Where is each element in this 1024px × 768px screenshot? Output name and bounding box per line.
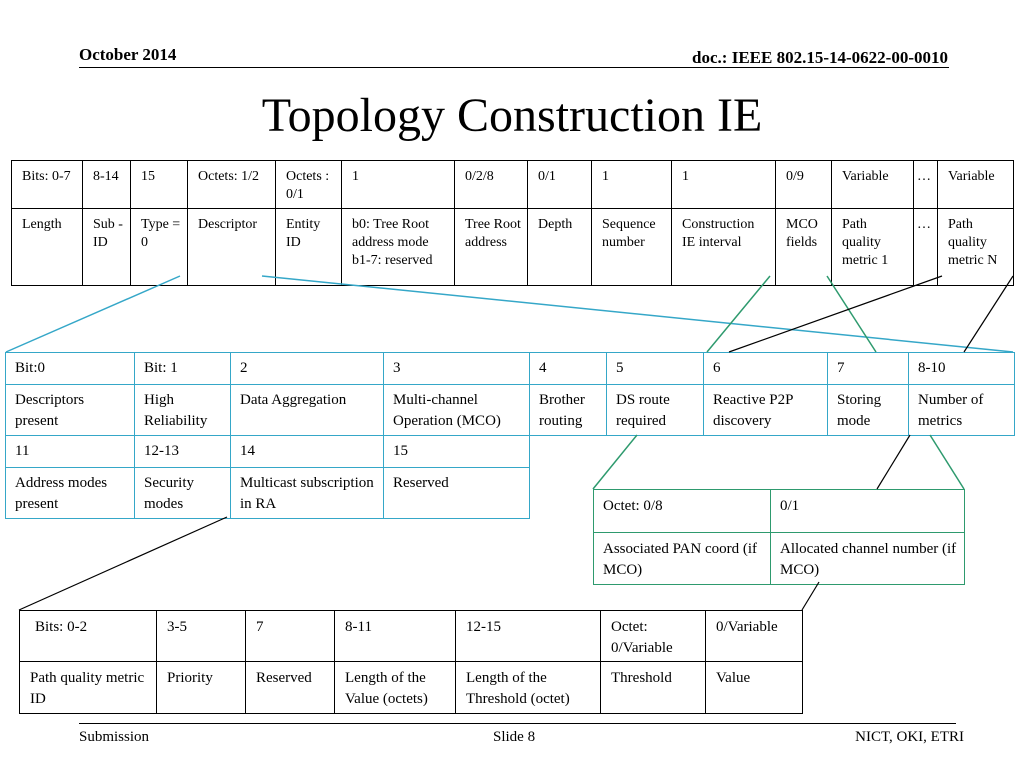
descriptor-bit-cell: 2 [231,353,384,385]
mco-connector-bottom-right [930,435,964,489]
main-size-cell: 15 [131,161,188,209]
main-size-cell: 8-14 [83,161,131,209]
mco-size-cell: Octet: 0/8 [594,490,771,533]
main-field-cell: Entity ID [276,209,342,286]
main-field-cell: Depth [528,209,592,286]
metric-field-cell: Length of the Threshold (octet) [456,662,601,714]
metric-bit-cell: 7 [246,611,335,662]
metric-field-cell: Value [706,662,803,714]
descriptor-field-cell: High Reliability [135,385,231,436]
main-field-cell: Construction IE interval [672,209,776,286]
metric-bit-cell: Octet: 0/Variable [601,611,706,662]
header-doc-id: doc.: IEEE 802.15-14-0622-00-0010 [692,48,948,67]
metric-connector-e [802,582,819,610]
mco-field-cell: Allocated channel number (if MCO) [771,533,965,585]
descriptor-field-cell: Storing mode [828,385,909,436]
mco-field-cell: Associated PAN coord (if MCO) [594,533,771,585]
descriptor-bit-cell: 6 [704,353,828,385]
descriptor-bit-cell: Bit: 1 [135,353,231,385]
descriptor-field-cell: Multicast subscription in RA [231,468,384,519]
main-field-cell: Sub -ID [83,209,131,286]
metric-field-cell: Reserved [246,662,335,714]
descriptor-bit-cell: 5 [607,353,704,385]
main-field-cell: Length [12,209,83,286]
descriptor-field-cell: Descriptors present [6,385,135,436]
metric-bit-cell: 0/Variable [706,611,803,662]
descriptor-connector-left [6,276,180,352]
footer-authors: NICT, OKI, ETRI [855,729,964,745]
descriptor-field-cell: Reserved [384,468,530,519]
descriptor-bit-cell: Bit:0 [6,353,135,385]
metric-bit-cell: 8-11 [335,611,456,662]
main-field-cell: Type = 0 [131,209,188,286]
main-size-cell: … [914,161,938,209]
main-field-cell: MCO fields [776,209,832,286]
metric-connector-c [877,435,910,489]
descriptor-bit-cell: 4 [530,353,607,385]
metric-field-cell: Priority [157,662,246,714]
main-field-cell: Path quality metric N [938,209,1014,286]
descriptor-bit-cell: 7 [828,353,909,385]
descriptor-bit-cell: 15 [384,436,530,468]
descriptor-connector-right [262,276,1013,352]
descriptor-bit-cell: 3 [384,353,530,385]
mco-connector-bottom-left [593,435,637,489]
main-field-cell: Sequence number [592,209,672,286]
metric-field-cell: Threshold [601,662,706,714]
main-size-cell: 0/1 [528,161,592,209]
main-size-cell: Octets: 1/2 [188,161,276,209]
main-field-cell: Path quality metric 1 [832,209,914,286]
metric-connector-b [964,276,1013,352]
page-title: Topology Construction IE [261,89,763,142]
descriptor-bit-cell: 8-10 [909,353,1015,385]
descriptor-field-cell: Multi-channel Operation (MCO) [384,385,530,436]
descriptor-field-cell: Security modes [135,468,231,519]
main-size-cell: 1 [342,161,455,209]
main-size-cell: Bits: 0-7 [12,161,83,209]
descriptor-field-cell: Number of metrics [909,385,1015,436]
main-size-cell: Variable [938,161,1014,209]
main-size-cell: 0/2/8 [455,161,528,209]
descriptor-field-cell: Address modes present [6,468,135,519]
main-field-cell: b0: Tree Root address mode b1-7: reserved [342,209,455,286]
footer-submission: Submission [79,729,150,745]
main-size-cell: Variable [832,161,914,209]
metric-bit-cell: 12-15 [456,611,601,662]
descriptor-field-cell: Data Aggregation [231,385,384,436]
metric-connector-d [19,517,227,610]
metric-field-cell: Length of the Value (octets) [335,662,456,714]
descriptor-bit-cell: 12-13 [135,436,231,468]
main-field-cell: … [914,209,938,286]
descriptor-bit-cell: 14 [231,436,384,468]
main-size-cell: 0/9 [776,161,832,209]
descriptor-field-cell: Brother routing [530,385,607,436]
main-field-cell: Tree Root address [455,209,528,286]
footer-rule [79,723,956,724]
main-size-cell: Octets : 0/1 [276,161,342,209]
metric-bit-cell: Bits: 0-2 [20,611,157,662]
main-size-cell: 1 [592,161,672,209]
header-date: October 2014 [79,45,177,64]
main-field-cell: Descriptor [188,209,276,286]
main-size-cell: 1 [672,161,776,209]
descriptor-bit-cell: 11 [6,436,135,468]
descriptor-field-cell: Reactive P2P discovery [704,385,828,436]
mco-size-cell: 0/1 [771,490,965,533]
descriptor-field-cell: DS route required [607,385,704,436]
metric-bit-cell: 3-5 [157,611,246,662]
footer-slide-number: Slide 8 [493,729,536,745]
metric-field-cell: Path quality metric ID [20,662,157,714]
